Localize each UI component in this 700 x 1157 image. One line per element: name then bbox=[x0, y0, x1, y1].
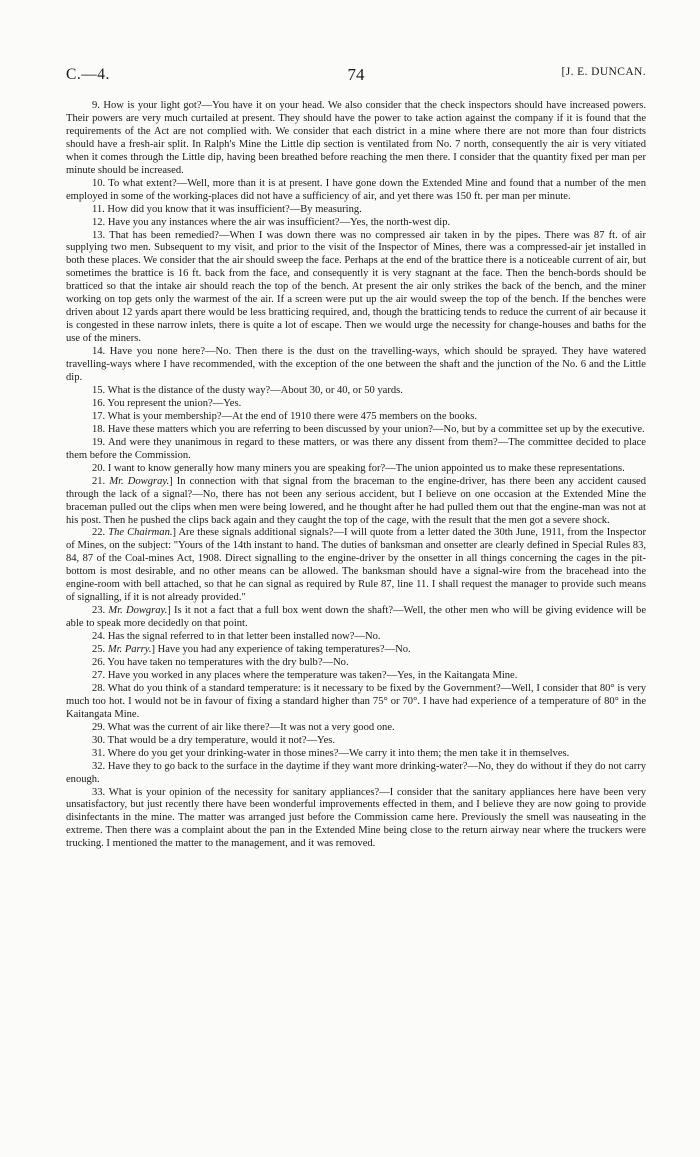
speaker-name: Mr. Dowgray. bbox=[109, 475, 170, 487]
paragraph-28: 28. What do you think of a standard temperature: is it necessary to be fixed by the Government?—Well, I consider that 80° is very much too hot. I would not be in favour of fixing a standard higher than 75° or 70°. I have had experience of a temperature of 80° in the Kaitangata Mine. bbox=[66, 682, 646, 720]
evidence-body bbox=[66, 100, 646, 851]
speaker-name: The Chairman. bbox=[108, 527, 173, 539]
paragraph-33: 33. What is your opinion of the necessity for sanitary appliances?—I consider that the sanitary appliances here have been very unsatisfactory, but just recently there have been wonderful improvements effected in them, and I believe they are now going to provide disinfectants in the mine. The matter was arranged just before the Commission came here. Previously the smell was nauseating in the extreme. Then there was a complaint about the pan in the Extended Mine being close to the return airway near where the truckers were trucking. I mentioned the matter to the management, and it was removed. bbox=[66, 786, 646, 850]
paragraph-24: 24. Has the signal referred to in that letter been installed now?—No. bbox=[92, 631, 381, 643]
paragraph-18: 18. Have these matters which you are referring to been discussed by your union?—No, but by a committee set up by the executive. bbox=[92, 423, 645, 435]
paragraph-30: 30. That would be a dry temperature, would it not?—Yes. bbox=[92, 734, 336, 746]
document-code: C.—4. bbox=[66, 66, 110, 83]
paragraph-13: 13. That has been remedied?—When I was down there was no compressed air taken in by the pipes. There was 87 ft. of air supplying two men. Subsequent to my visit, and prior to the visit of the Inspector of Mines, there was a compressed-air jet installed in both these places. We consider that the air should sweep the face. Perhaps at the end of the brattice there is a noticeable current of air, but sometimes the brattice is 16 ft. back from the face, and consequently it is very stagnant at the face. Then the bench-bords should be bratticed so that the intake air should reach the top of the bench. At present the air only strikes the back of the bench, and the miner working on top gets only the warmest of the air. If a screen were put up the air would sweep the top of the bench. If the benches were driven about 12 yards apart there would be less bratticing required, and, though the bratticing tends to reduce the current of air because it is congested in these narrow inlets, there is quite a lot of escape. Then we would urge the necessity for change-houses and baths for the use of the miners. bbox=[66, 229, 646, 345]
speaker-name: Mr. Dowgray. bbox=[108, 605, 168, 617]
paragraph-29: 29. What was the current of air like there?—It was not a very good one. bbox=[92, 721, 395, 733]
paragraph-11: 11. How did you know that it was insufficient?—By measuring. bbox=[92, 203, 362, 215]
paragraph-22: 22. The Chairman.] Are these signals additional signals?—I will quote from a letter dated the 30th June, 1911, from the Inspector of Mines, on the subject: "Yours of the 14th instant to hand. The duties of banksman and onsetter are clearly defined in Special Rules 83, 84, 87 of the Coal-mines Act, 1908. Direct signalling to the engine-driver by the onsetter in all things concerning the cages in the pit-bottom is most desirable, and no other means can be allowed. The banksman should have a signal-wire from the bracehead into the engine-room with bell attached, so that he can signal as required by Rule 87, line 11. I shall request the manager to provide such means of signalling, if it is not already provided." bbox=[66, 527, 646, 604]
paragraph-17: 17. What is your membership?—At the end of 1910 there were 475 members on the books. bbox=[92, 410, 477, 422]
paragraph-14: 14. Have you none here?—No. Then there is the dust on the travelling-ways, which should be sprayed. They have watered travelling-ways where I have recommended, with the exception of the one between the shaft and the junction of the No. 6 and the Little dip. bbox=[66, 346, 646, 384]
paragraph-9: 9. How is your light got?—You have it on your head. We also consider that the check inspectors should have increased powers. Their powers are very much curtailed at present. They should have the power to take action against the company if it is found that the requirements of the Act are not complied with. We consider that each district in a mine where there are not more than four districts should have a fresh-air split. In Ralph's Mine the Little dip section is ventilated from No. 7 north, consequently the air is very vitiated when it comes through the Little dip, having been breathed before reaching the men there. I consider that the quantity fixed per man per minute should be increased. bbox=[66, 100, 646, 176]
paragraph-31: 31. Where do you get your drinking-water in those mines?—We carry it into them; the men take it in themselves. bbox=[92, 747, 570, 759]
paragraph-23: 23. Mr. Dowgray.] Is it not a fact that a full box went down the shaft?—Well, the other men who will be giving evidence will be able to speak more decidedly on that point. bbox=[66, 605, 647, 630]
paragraph-32: 32. Have they to go back to the surface in the daytime if they want more drinking-water?—No, they do without if they do not carry enough. bbox=[66, 760, 646, 785]
page-header bbox=[66, 66, 646, 100]
paragraph-21: 21. Mr. Dowgray.] In connection with that signal from the braceman to the engine-driver, has there been any accident caused through the lack of a signal?—No, there has not been any serious accident, but I believe on one occasion at the Extended Mine the braceman pulled out the clips when men were being lowered, and he thought after he had pulled them out that the engine-man was not at his post. Then he pushed the clips back again and they caught the top of the cage, with the result that the men got a severe shock. bbox=[66, 475, 647, 526]
page-number: 74 bbox=[347, 65, 365, 84]
paragraph-12: 12. Have you any instances where the air was insufficient?—Yes, the north-west dip. bbox=[92, 216, 451, 228]
paragraph-27: 27. Have you worked in any places where the temperature was taken?—Yes, in the Kaitangata Mine. bbox=[92, 669, 518, 681]
paragraph-10: 10. To what extent?—Well, more than it is at present. I have gone down the Extended Mine and found that a number of the men employed in some of the working-places did not have a sufficiency of air, and yet there was 150 ft. per man per minute. bbox=[66, 177, 646, 202]
paragraph-25: 25. Mr. Parry.] Have you had any experience of taking temperatures?—No. bbox=[92, 644, 411, 656]
paragraph-26: 26. You have taken no temperatures with the dry bulb?—No. bbox=[92, 656, 349, 668]
paragraph-16: 16. You represent the union?—Yes. bbox=[92, 397, 242, 409]
witness-name: [J. E. DUNCAN. bbox=[561, 66, 646, 78]
speaker-name: Mr. Parry. bbox=[107, 644, 152, 656]
paragraph-19: 19. And were they unanimous in regard to these matters, or was there any dissent from them?—The committee decided to place them before the Commission. bbox=[66, 436, 646, 461]
paragraph-20: 20. I want to know generally how many miners you are speaking for?—The union appointed us to make these representations. bbox=[92, 462, 625, 474]
paragraph-15: 15. What is the distance of the dusty way?—About 30, or 40, or 50 yards. bbox=[92, 384, 403, 396]
